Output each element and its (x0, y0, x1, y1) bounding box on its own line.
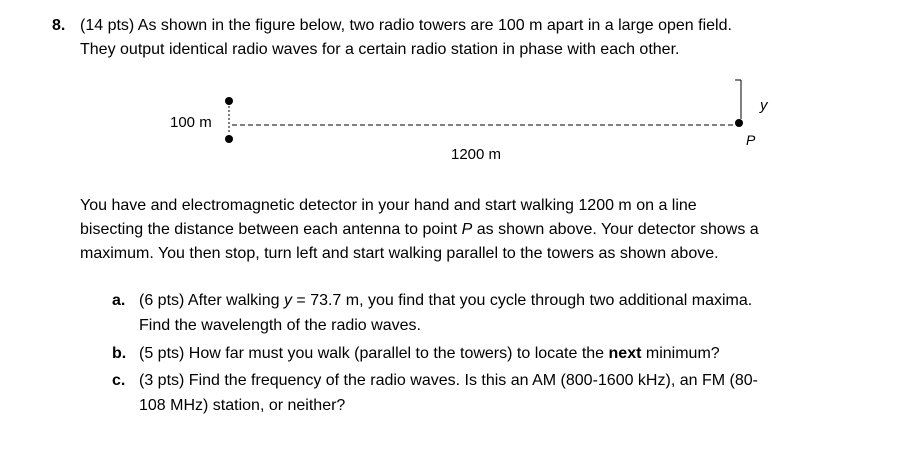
body-text-line2-b: as shown above. Your detector shows a (472, 221, 759, 238)
part-b-line1 (139, 345, 720, 363)
point-p-dot (735, 119, 743, 127)
part-b-line1-b: minimum? (641, 345, 720, 362)
part-a-line1 (139, 292, 752, 310)
body-text-line2-a: bisecting the distance between each antenna to point (80, 221, 462, 238)
part-a-line1-b: = 73.7 m, you find that you cycle through two additional maxima. (291, 292, 753, 309)
part-a-line1-a: (6 pts) After walking (139, 292, 284, 309)
part-c-line1: (3 pts) Find the frequency of the radio waves. Is this an AM (800-1600 kHz), an FM (80- (139, 372, 758, 389)
question-intro-line1: (14 pts) As shown in the figure below, two radio towers are 100 m apart in a large open field. (80, 17, 732, 34)
lower-tower-dot (225, 135, 233, 143)
part-b-line1-bold: next (608, 345, 642, 362)
part-b-line1-a: (5 pts) How far must you walk (parallel to the towers) to locate the (139, 345, 609, 362)
question-intro-line2: They output identical radio waves for a certain radio station in phase with each other. (80, 41, 680, 58)
body-text-line3: maximum. You then stop, turn left and start walking parallel to the towers as shown above. (80, 245, 719, 262)
part-c-label: c. (112, 372, 126, 389)
y-label: y (760, 97, 768, 114)
body-text-line2 (80, 218, 759, 242)
part-a-line2: Find the wavelength of the radio waves. (139, 317, 421, 334)
body-text-line2-p: P (461, 221, 473, 238)
part-b-label: b. (112, 345, 127, 362)
point-p-label: P (746, 132, 756, 148)
distance-label: 1200 m (451, 146, 502, 163)
separation-label: 100 m (170, 114, 212, 131)
question-number: 8. (52, 17, 66, 34)
part-a-line1-y: y (283, 292, 292, 309)
part-c-line2: 108 MHz) station, or neither? (139, 397, 346, 414)
part-a-label: a. (112, 292, 126, 309)
upper-tower-dot (225, 97, 233, 105)
body-text-line1: You have and electromagnetic detector in your hand and start walking 1200 m on a line (80, 197, 697, 214)
